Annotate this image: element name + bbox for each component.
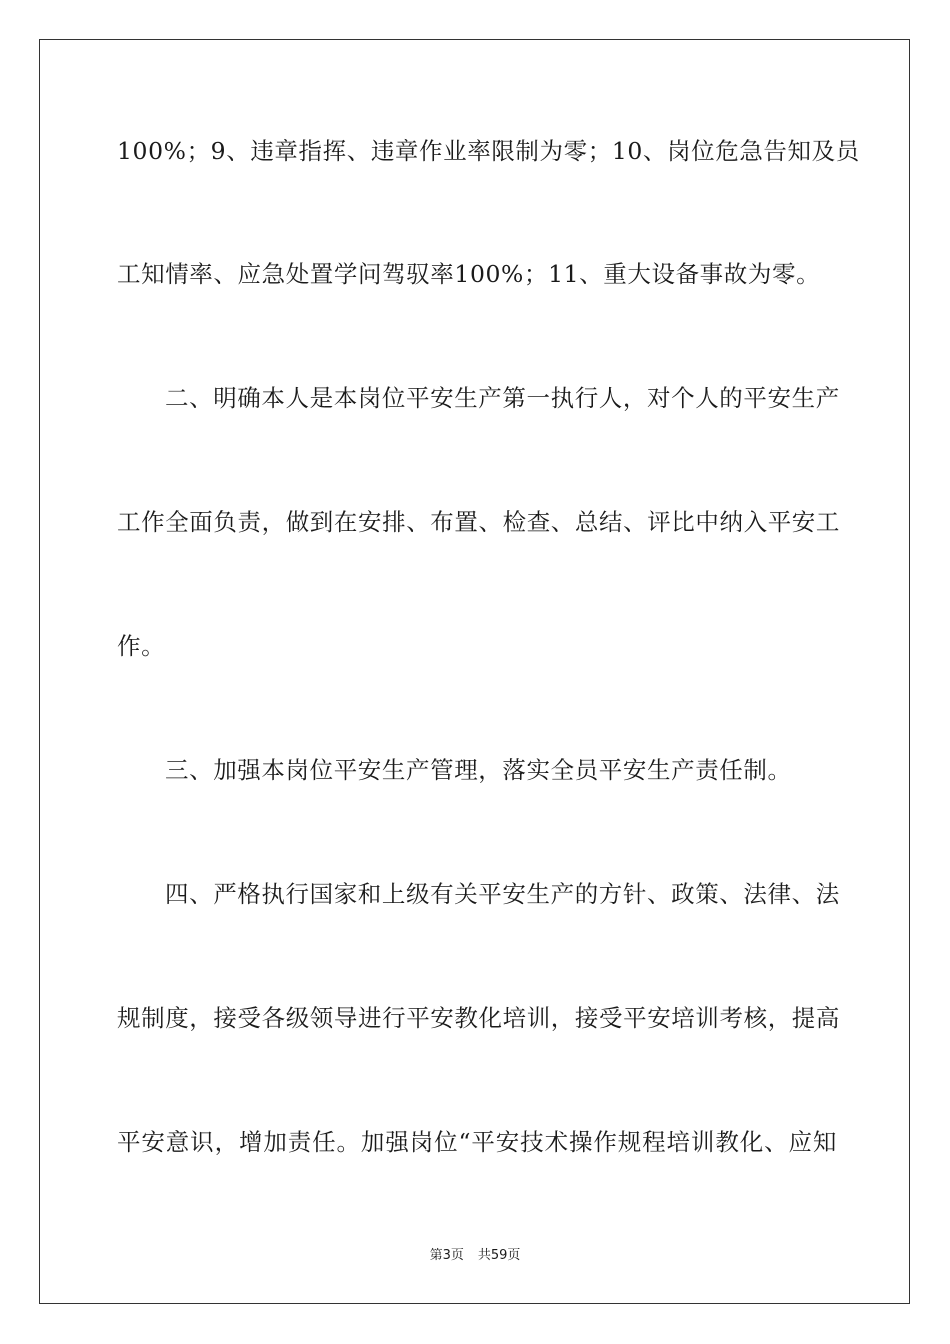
body-text-line-3: 二、明确本人是本岗位平安生产第一执行人，对个人的平安生产: [165, 384, 840, 412]
page-border: [39, 39, 910, 1304]
body-text-line-6: 三、加强本岗位平安生产管理，落实全员平安生产责任制。: [165, 756, 792, 784]
body-text-line-5: 作。: [117, 632, 166, 660]
body-text-line-1: 100%；9、违章指挥、违章作业率限制为零；10、岗位危急告知及员: [117, 137, 860, 165]
body-text-line-9: 平安意识，增加责任。加强岗位“平安技术操作规程培训教化、应知: [117, 1128, 837, 1156]
body-text-line-7: 四、严格执行国家和上级有关平安生产的方针、政策、法律、法: [165, 880, 840, 908]
page-footer: [0, 1247, 950, 1265]
page-number: 第3页: [429, 1248, 464, 1263]
page-total: 共59页: [477, 1248, 521, 1263]
body-text-line-4: 工作全面负责，做到在安排、布置、检查、总结、评比中纳入平安工: [117, 508, 840, 536]
body-text-line-8: 规制度，接受各级领导进行平安教化培训，接受平安培训考核，提高: [117, 1004, 840, 1032]
body-text-line-2: 工知情率、应急处置学问驾驭率100%；11、重大设备事故为零。: [117, 260, 821, 288]
